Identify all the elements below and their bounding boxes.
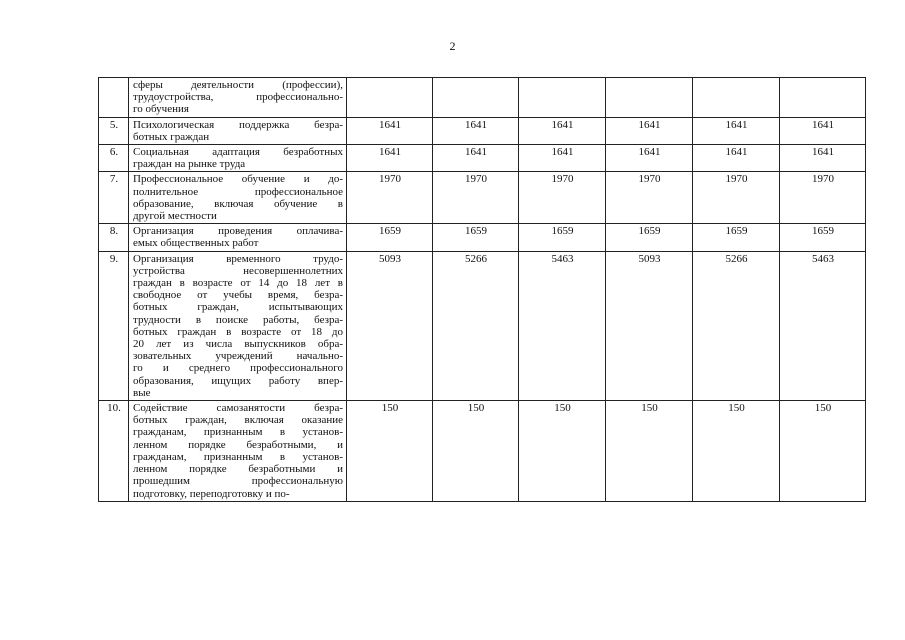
- description-line: сферы деятельности (профессии),: [133, 79, 343, 91]
- value-cell: 1659: [519, 224, 606, 251]
- description-line: Организация проведения оплачива-: [133, 225, 343, 238]
- description-line: подготовку, переподготовку и по-: [133, 487, 290, 500]
- value-cell: 5093: [347, 251, 433, 400]
- value-cell: 5463: [780, 251, 866, 400]
- row-number: [99, 78, 129, 118]
- description-line: ботных граждан в возрасте от 18 до: [133, 325, 343, 338]
- description-line: образование, включая обучение в: [133, 197, 343, 210]
- description-line: ботных граждан, испытывающих: [133, 301, 343, 314]
- services-table: [98, 77, 866, 502]
- value-cell: 5463: [519, 251, 606, 400]
- value-cell: 1641: [693, 145, 780, 172]
- value-cell: 1641: [606, 117, 693, 144]
- description-line: Организация временного трудо-: [133, 252, 343, 265]
- value-cell: 1659: [433, 224, 519, 251]
- row-number: 5.: [99, 117, 129, 144]
- table-row: [99, 224, 866, 251]
- table-row: [99, 401, 866, 502]
- description-line: емых общественных работ: [133, 237, 259, 250]
- description-line: ботных граждан, включая оказание: [133, 414, 343, 427]
- description-line: Социальная адаптация безработных: [133, 146, 343, 159]
- value-cell: 5093: [606, 251, 693, 400]
- description-line: гражданам, признанным в установ-: [133, 426, 343, 439]
- row-number: 7.: [99, 172, 129, 224]
- description-line: зовательных учреждений начально-: [133, 350, 343, 363]
- description-line: ленном порядке безработными и: [133, 463, 343, 476]
- value-cell: [693, 78, 780, 118]
- service-description: [129, 224, 347, 251]
- value-cell: 150: [519, 401, 606, 502]
- description-line: гражданам, признанным в установ-: [133, 450, 343, 463]
- page-number: 2: [449, 39, 456, 53]
- table-row: [99, 78, 866, 118]
- value-cell: 1659: [606, 224, 693, 251]
- value-cell: 150: [606, 401, 693, 502]
- description-line: 20 лет из числа выпускников обра-: [133, 338, 343, 351]
- service-description: [129, 251, 347, 400]
- value-cell: 1641: [693, 117, 780, 144]
- description-line: Профессиональное обучение и до-: [133, 173, 343, 186]
- description-line: устройства несовершеннолетних: [133, 264, 343, 277]
- description-line: полнительное профессиональное: [133, 185, 343, 198]
- value-cell: 1641: [606, 145, 693, 172]
- value-cell: 1641: [433, 117, 519, 144]
- description-line: Содействие самозанятости безра-: [133, 402, 343, 415]
- value-cell: 1970: [347, 172, 433, 224]
- description-line: вые: [133, 386, 151, 399]
- description-line: ботных граждан: [133, 130, 210, 143]
- description-line: прошедшим профессиональную: [133, 475, 343, 488]
- value-cell: 150: [433, 401, 519, 502]
- service-description: [129, 78, 347, 118]
- description-line: Психологическая поддержка безра-: [133, 118, 343, 131]
- value-cell: 1641: [519, 117, 606, 144]
- value-cell: 1659: [780, 224, 866, 251]
- description-line: трудоустройства, профессионально-: [133, 91, 343, 104]
- description-line: образования, ищущих работу впер-: [133, 374, 343, 387]
- value-cell: 1641: [780, 145, 866, 172]
- value-cell: 5266: [693, 251, 780, 400]
- description-line: го и среднего профессионального: [133, 362, 343, 375]
- value-cell: [606, 78, 693, 118]
- value-cell: 1970: [433, 172, 519, 224]
- row-number: 6.: [99, 145, 129, 172]
- row-number: 8.: [99, 224, 129, 251]
- value-cell: 1970: [519, 172, 606, 224]
- table-row: [99, 117, 866, 144]
- description-line: другой местности: [133, 210, 217, 223]
- description-line: граждан на рынке труда: [133, 158, 246, 171]
- value-cell: 1970: [780, 172, 866, 224]
- value-cell: 150: [780, 401, 866, 502]
- value-cell: 1641: [433, 145, 519, 172]
- service-description: [129, 117, 347, 144]
- value-cell: 1659: [347, 224, 433, 251]
- description-line: го обучения: [133, 103, 189, 116]
- value-cell: [780, 78, 866, 118]
- value-cell: [433, 78, 519, 118]
- value-cell: 1641: [780, 117, 866, 144]
- value-cell: 5266: [433, 251, 519, 400]
- description-line: свободное от учебы время, безра-: [133, 289, 343, 302]
- value-cell: 1641: [347, 117, 433, 144]
- service-description: [129, 172, 347, 224]
- service-description: [129, 401, 347, 502]
- value-cell: [347, 78, 433, 118]
- table-body: [99, 78, 866, 502]
- table-row: [99, 145, 866, 172]
- value-cell: 1641: [519, 145, 606, 172]
- description-line: трудности в поиске работы, безра-: [133, 313, 343, 326]
- description-line: граждан в возрасте от 14 до 18 лет в: [133, 277, 343, 290]
- row-number: 10.: [99, 401, 129, 502]
- value-cell: 1659: [693, 224, 780, 251]
- value-cell: 150: [693, 401, 780, 502]
- table-row: [99, 172, 866, 224]
- table-row: [99, 251, 866, 400]
- value-cell: 1970: [693, 172, 780, 224]
- description-line: ленном порядке безработными, и: [133, 438, 343, 451]
- row-number: 9.: [99, 251, 129, 400]
- value-cell: 1970: [606, 172, 693, 224]
- value-cell: [519, 78, 606, 118]
- value-cell: 150: [347, 401, 433, 502]
- service-description: [129, 145, 347, 172]
- value-cell: 1641: [347, 145, 433, 172]
